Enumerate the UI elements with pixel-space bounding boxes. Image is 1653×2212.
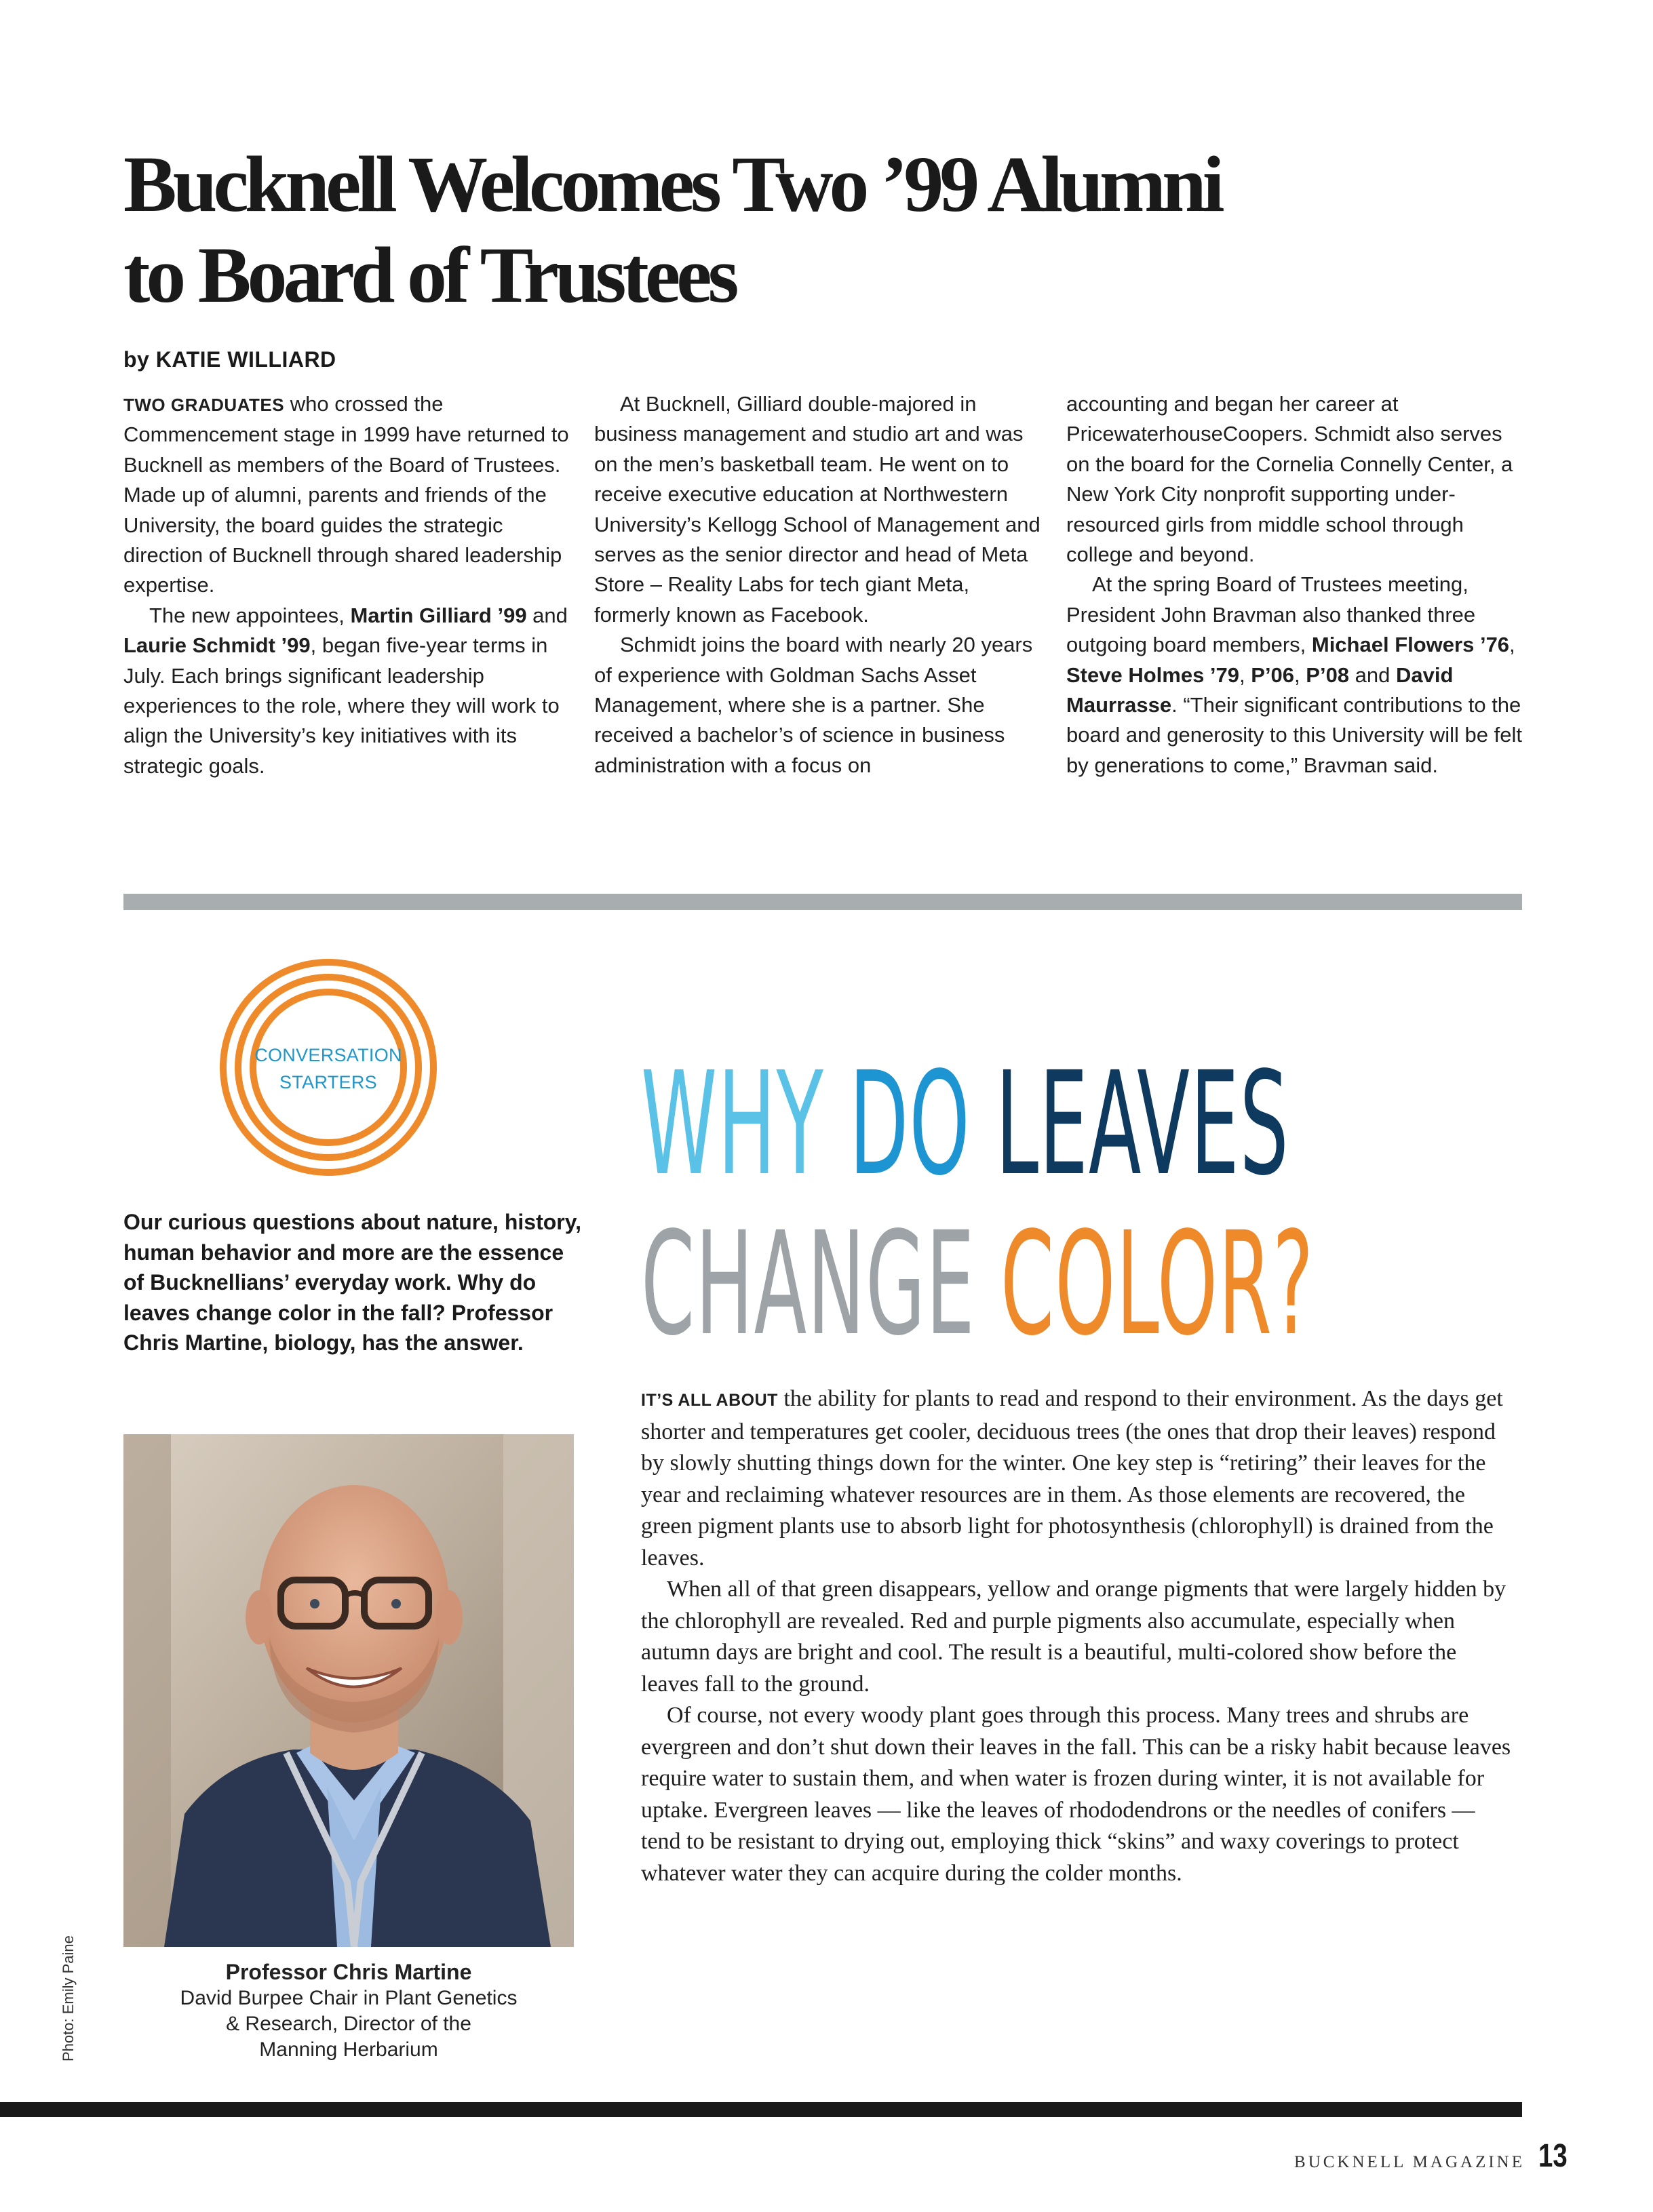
caption-name: Professor Chris Martine [225,1960,472,1984]
title-word-leaves: LEAVES [995,1041,1289,1207]
title-word-do: DO [849,1041,971,1207]
magazine-name: BUCKNELL MAGAZINE [1294,2153,1525,2171]
col3-paragraph-1: accounting and began her career at PricewaterhouseCoopers. Schmidt also serves on the board for the Cornelia Connelly Center, a New York City nonprofit supporting under-resourced girls from middle school through college and beyond. [1066,392,1513,567]
trustee-name: Steve Holmes ’79 [1066,663,1240,687]
headline-line-2: to Board of Trustees [123,231,735,319]
feature-paragraph-1 [641,1383,1516,1574]
separator: , [1509,633,1515,657]
col1-p2-text-c: , began five-year terms in July. Each brings significant leadership experiences to the role, where they will work to align the University’s key initiatives with its strategic goals. [123,633,560,778]
separator: , [1294,663,1306,687]
feature-body [641,1383,1516,1889]
section-divider [123,894,1522,910]
footer-rule [0,2102,1522,2117]
col1-p1-text: who crossed the Commencement stage in 1999 have returned to Bucknell as members of the Board of Trustees. Made up of alumni, parents and friends of the University, the board guides the strategic direction of Bucknell through shared leadership expertise. [123,392,569,597]
trustee-name: David Maurrasse [1066,663,1454,717]
separator: and [1349,663,1397,687]
feature-p1-text: the ability for plants to read and respond to their environment. As the days get shorter and temperatures get cooler, deciduous trees (the ones that drop their leaves) respond by slowly shutting things down for the winter. One key step is “retiring” their leaves for the year and reclaiming whatever resources are in them. As those elements are recovered, the green pigment plants use to absorb light for photosynthesis (chlorophyll) is drained from the leaves. [641,1386,1503,1571]
badge-label-line-1: CONVERSATION [254,1045,402,1065]
badge-label-line-2: STARTERS [279,1072,377,1092]
article1-column-3 [1066,389,1528,781]
title-line-1 [641,1041,1314,1207]
feature-paragraph-3: Of course, not every woody plant goes through this process. Many trees and shrubs are evergreen and don’t shut down their leaves in the fall. This can be a risky habit because leaves require water to sustain them, and when water is frozen during winter, it is not available for uptake. Evergreen leaves — like the leaves of rhododendrons or the needles of conifers — tend to be resistant to drying out, employing thick “skins” and waxy coverings to protect whatever water they can acquire during the colder months. [641,1703,1511,1886]
col1-p2-text-b: and [526,603,568,627]
caption-title [123,1986,574,2063]
photo-caption [123,1958,574,2063]
caption-title-line-1: David Burpee Chair in Plant Genetics [180,1987,518,2009]
col1-paragraph-1 [123,389,571,601]
portrait-photo [123,1434,574,1947]
trustee-name: P’08 [1306,663,1350,687]
photo-credit: Photo: Emily Paine [60,1935,77,2061]
badge-label [218,1042,438,1096]
feature-paragraph-2: When all of that green disappears, yellow and orange pigments that were largely hidden by the chlorophyll are revealed. Red and purple pigments also accumulate, especially when autumn days are bright and cool. The result is a beautiful, multi-colored show before the leaves fall to the ground. [641,1577,1506,1697]
col3-p2-text-f: . “Their significant contributions to the board and generosity to this University will be felt by generations to come,” Bravman said. [1066,693,1522,777]
col3-p2-text-a: At the spring Board of Trustees meeting, President John Bravman also thanked three outgoing board members, [1066,572,1476,657]
lead-in: TWO GRADUATES [123,395,285,415]
title-word-color: COLOR? [1000,1201,1315,1367]
col3-paragraph-2 [1066,570,1528,781]
col2-paragraph-1: At Bucknell, Gilliard double-majored in business management and studio art and was on the men’s basketball team. He went on to receive executive education at Northwestern University’s Kellogg School of Management and serves as the senior director and head of Meta Store – Reality Labs for tech giant Meta, formerly known as Facebook. [594,392,1041,627]
col1-p2-text-a: The new appointees, [149,603,351,627]
caption-title-line-2: & Research, Director of the [226,2013,471,2035]
col1-paragraph-2 [123,601,571,781]
title-word-change: CHANGE [641,1201,975,1367]
section-intro: Our curious questions about nature, history, human behavior and more are the essence of Bucknellians’ everyday work. Why do leaves change color in the fall? Professor Chris Martine, biology, has the answer. [123,1210,582,1355]
headline-line-1: Bucknell Welcomes Two ’99 Alumni [123,140,1221,229]
page-number: 13 [1538,2138,1568,2174]
article1-column-2 [594,389,1042,781]
feature-title [641,1041,1315,1367]
trustee-name: Martin Gilliard ’99 [350,603,527,627]
col2-paragraph-2: Schmidt joins the board with nearly 20 years of experience with Goldman Sachs Asset Management, where she is a partner. She received a bachelor’s of science in business administration with a focus on [594,633,1033,777]
article1-column-1 [123,389,571,781]
trustee-name: P’06 [1251,663,1295,687]
caption-title-line-3: Manning Herbarium [259,2038,438,2061]
title-word-why: WHY [641,1041,824,1207]
byline: by KATIE WILLIARD [123,347,336,372]
feature-lead-in: IT’S ALL ABOUT [641,1391,778,1410]
article-headline [123,139,1548,321]
separator: , [1239,663,1251,687]
trustee-name: Laurie Schmidt ’99 [123,633,311,658]
title-line-2 [641,1201,1315,1367]
trustee-name: Michael Flowers ’76 [1311,633,1510,657]
